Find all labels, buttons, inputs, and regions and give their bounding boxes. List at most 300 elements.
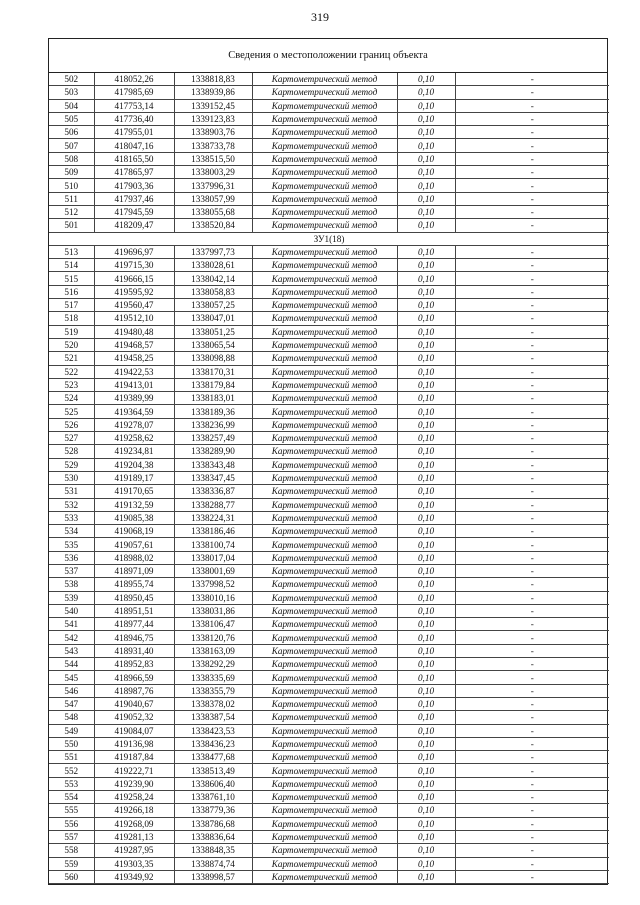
accuracy-cell: 0,10 <box>397 312 455 325</box>
method-cell: Картометрический метод <box>252 378 397 391</box>
table-row <box>49 791 609 804</box>
accuracy-cell: 0,10 <box>397 604 455 617</box>
description-cell: - <box>455 804 609 817</box>
y-coordinate-cell: 1338047,01 <box>174 312 252 325</box>
y-coordinate-cell: 1339152,45 <box>174 99 252 112</box>
point-number-cell: 554 <box>49 791 94 804</box>
method-cell: Картометрический метод <box>252 870 397 883</box>
accuracy-cell: 0,10 <box>397 870 455 883</box>
method-cell: Картометрический метод <box>252 112 397 125</box>
method-cell: Картометрический метод <box>252 671 397 684</box>
page-number: 319 <box>311 10 329 24</box>
y-coordinate-cell: 1338836,64 <box>174 830 252 843</box>
method-cell: Картометрический метод <box>252 139 397 152</box>
method-cell: Картометрический метод <box>252 737 397 750</box>
accuracy-cell: 0,10 <box>397 804 455 817</box>
method-cell: Картометрический метод <box>252 312 397 325</box>
table-row <box>49 86 609 99</box>
description-cell: - <box>455 432 609 445</box>
accuracy-cell: 0,10 <box>397 205 455 218</box>
table-row <box>49 378 609 391</box>
table-row <box>49 272 609 285</box>
coordinates-table <box>49 73 609 884</box>
point-number-cell: 529 <box>49 458 94 471</box>
description-cell: - <box>455 392 609 405</box>
method-cell: Картометрический метод <box>252 804 397 817</box>
accuracy-cell: 0,10 <box>397 644 455 657</box>
table-row <box>49 139 609 152</box>
y-coordinate-cell: 1338051,25 <box>174 325 252 338</box>
table-row <box>49 591 609 604</box>
description-cell: - <box>455 498 609 511</box>
point-number-cell: 551 <box>49 751 94 764</box>
x-coordinate-cell: 419281,13 <box>94 830 174 843</box>
boundary-sheet <box>48 38 608 885</box>
method-cell: Картометрический метод <box>252 711 397 724</box>
description-cell: - <box>455 604 609 617</box>
point-number-cell: 512 <box>49 205 94 218</box>
accuracy-cell: 0,10 <box>397 445 455 458</box>
table-row <box>49 498 609 511</box>
x-coordinate-cell: 419170,65 <box>94 485 174 498</box>
accuracy-cell: 0,10 <box>397 525 455 538</box>
method-cell: Картометрический метод <box>252 777 397 790</box>
point-number-cell: 506 <box>49 126 94 139</box>
description-cell: - <box>455 525 609 538</box>
description-cell: - <box>455 791 609 804</box>
description-cell: - <box>455 458 609 471</box>
accuracy-cell: 0,10 <box>397 219 455 232</box>
y-coordinate-cell: 1338289,90 <box>174 445 252 458</box>
description-cell: - <box>455 724 609 737</box>
table-row <box>49 99 609 112</box>
y-coordinate-cell: 1338355,79 <box>174 684 252 697</box>
x-coordinate-cell: 419204,38 <box>94 458 174 471</box>
description-cell: - <box>455 179 609 192</box>
y-coordinate-cell: 1338058,83 <box>174 285 252 298</box>
x-coordinate-cell: 418052,26 <box>94 73 174 86</box>
accuracy-cell: 0,10 <box>397 697 455 710</box>
y-coordinate-cell: 1338336,87 <box>174 485 252 498</box>
y-coordinate-cell: 1338163,09 <box>174 644 252 657</box>
table-row <box>49 724 609 737</box>
y-coordinate-cell: 1338515,50 <box>174 152 252 165</box>
table-row <box>49 445 609 458</box>
y-coordinate-cell: 1338065,54 <box>174 338 252 351</box>
x-coordinate-cell: 419040,67 <box>94 697 174 710</box>
point-number-cell: 534 <box>49 525 94 538</box>
accuracy-cell: 0,10 <box>397 338 455 351</box>
accuracy-cell: 0,10 <box>397 830 455 843</box>
description-cell: - <box>455 112 609 125</box>
x-coordinate-cell: 419068,19 <box>94 525 174 538</box>
x-coordinate-cell: 419132,59 <box>94 498 174 511</box>
method-cell: Картометрический метод <box>252 591 397 604</box>
point-number-cell: 553 <box>49 777 94 790</box>
method-cell: Картометрический метод <box>252 272 397 285</box>
x-coordinate-cell: 417985,69 <box>94 86 174 99</box>
accuracy-cell: 0,10 <box>397 432 455 445</box>
description-cell: - <box>455 352 609 365</box>
point-number-cell: 543 <box>49 644 94 657</box>
y-coordinate-cell: 1338183,01 <box>174 392 252 405</box>
x-coordinate-cell: 418946,75 <box>94 631 174 644</box>
description-cell: - <box>455 219 609 232</box>
accuracy-cell: 0,10 <box>397 179 455 192</box>
method-cell: Картометрический метод <box>252 365 397 378</box>
description-cell: - <box>455 73 609 86</box>
accuracy-cell: 0,10 <box>397 272 455 285</box>
table-row <box>49 312 609 325</box>
description-cell: - <box>455 578 609 591</box>
y-coordinate-cell: 1338288,77 <box>174 498 252 511</box>
x-coordinate-cell: 419715,30 <box>94 259 174 272</box>
accuracy-cell: 0,10 <box>397 458 455 471</box>
y-coordinate-cell: 1338520,84 <box>174 219 252 232</box>
point-number-cell: 514 <box>49 259 94 272</box>
y-coordinate-cell: 1338347,45 <box>174 471 252 484</box>
point-number-cell: 531 <box>49 485 94 498</box>
table-row <box>49 817 609 830</box>
y-coordinate-cell: 1337998,52 <box>174 578 252 591</box>
table-row <box>49 511 609 524</box>
description-cell: - <box>455 405 609 418</box>
table-row <box>49 857 609 870</box>
point-number-cell: 538 <box>49 578 94 591</box>
table-row <box>49 259 609 272</box>
table-row <box>49 671 609 684</box>
y-coordinate-cell: 1338017,04 <box>174 551 252 564</box>
method-cell: Картометрический метод <box>252 192 397 205</box>
point-number-cell: 523 <box>49 378 94 391</box>
method-cell: Картометрический метод <box>252 126 397 139</box>
y-coordinate-cell: 1338179,84 <box>174 378 252 391</box>
method-cell: Картометрический метод <box>252 684 397 697</box>
table-row <box>49 352 609 365</box>
point-number-cell: 542 <box>49 631 94 644</box>
x-coordinate-cell: 419349,92 <box>94 870 174 883</box>
accuracy-cell: 0,10 <box>397 126 455 139</box>
x-coordinate-cell: 418952,83 <box>94 658 174 671</box>
table-row <box>49 405 609 418</box>
x-coordinate-cell: 419422,53 <box>94 365 174 378</box>
description-cell: - <box>455 418 609 431</box>
accuracy-cell: 0,10 <box>397 764 455 777</box>
x-coordinate-cell: 419136,98 <box>94 737 174 750</box>
description-cell: - <box>455 511 609 524</box>
point-number-cell: 533 <box>49 511 94 524</box>
x-coordinate-cell: 419084,07 <box>94 724 174 737</box>
x-coordinate-cell: 418955,74 <box>94 578 174 591</box>
point-number-cell: 535 <box>49 538 94 551</box>
point-number-cell: 503 <box>49 86 94 99</box>
description-cell: - <box>455 166 609 179</box>
y-coordinate-cell: 1338423,53 <box>174 724 252 737</box>
table-row <box>49 338 609 351</box>
method-cell: Картометрический метод <box>252 564 397 577</box>
x-coordinate-cell: 419364,59 <box>94 405 174 418</box>
table-row <box>49 285 609 298</box>
method-cell: Картометрический метод <box>252 538 397 551</box>
x-coordinate-cell: 418951,51 <box>94 604 174 617</box>
description-cell: - <box>455 338 609 351</box>
x-coordinate-cell: 419696,97 <box>94 245 174 258</box>
accuracy-cell: 0,10 <box>397 99 455 112</box>
point-number-cell: 505 <box>49 112 94 125</box>
table-row <box>49 658 609 671</box>
point-number-cell: 539 <box>49 591 94 604</box>
y-coordinate-cell: 1337996,31 <box>174 179 252 192</box>
x-coordinate-cell: 417945,59 <box>94 205 174 218</box>
group-header-row <box>49 232 609 245</box>
y-coordinate-cell: 1338733,78 <box>174 139 252 152</box>
point-number-cell: 537 <box>49 564 94 577</box>
description-cell: - <box>455 485 609 498</box>
point-number-cell: 548 <box>49 711 94 724</box>
x-coordinate-cell: 419187,84 <box>94 751 174 764</box>
method-cell: Картометрический метод <box>252 86 397 99</box>
y-coordinate-cell: 1338236,99 <box>174 418 252 431</box>
point-number-cell: 517 <box>49 299 94 312</box>
y-coordinate-cell: 1338257,49 <box>174 432 252 445</box>
point-number-cell: 519 <box>49 325 94 338</box>
x-coordinate-cell: 419512,10 <box>94 312 174 325</box>
method-cell: Картометрический метод <box>252 830 397 843</box>
method-cell: Картометрический метод <box>252 325 397 338</box>
point-number-cell: 526 <box>49 418 94 431</box>
table-row <box>49 551 609 564</box>
description-cell: - <box>455 245 609 258</box>
point-number-cell: 502 <box>49 73 94 86</box>
description-cell: - <box>455 564 609 577</box>
point-number-cell: 520 <box>49 338 94 351</box>
accuracy-cell: 0,10 <box>397 817 455 830</box>
accuracy-cell: 0,10 <box>397 166 455 179</box>
accuracy-cell: 0,10 <box>397 711 455 724</box>
method-cell: Картометрический метод <box>252 844 397 857</box>
x-coordinate-cell: 419052,32 <box>94 711 174 724</box>
accuracy-cell: 0,10 <box>397 485 455 498</box>
accuracy-cell: 0,10 <box>397 631 455 644</box>
table-row <box>49 604 609 617</box>
accuracy-cell: 0,10 <box>397 777 455 790</box>
method-cell: Картометрический метод <box>252 551 397 564</box>
x-coordinate-cell: 417865,97 <box>94 166 174 179</box>
point-number-cell: 557 <box>49 830 94 843</box>
accuracy-cell: 0,10 <box>397 844 455 857</box>
accuracy-cell: 0,10 <box>397 405 455 418</box>
point-number-cell: 527 <box>49 432 94 445</box>
y-coordinate-cell: 1338343,48 <box>174 458 252 471</box>
x-coordinate-cell: 419258,62 <box>94 432 174 445</box>
description-cell: - <box>455 751 609 764</box>
y-coordinate-cell: 1338057,99 <box>174 192 252 205</box>
x-coordinate-cell: 417937,46 <box>94 192 174 205</box>
method-cell: Картометрический метод <box>252 392 397 405</box>
point-number-cell: 550 <box>49 737 94 750</box>
y-coordinate-cell: 1338606,40 <box>174 777 252 790</box>
table-row <box>49 219 609 232</box>
x-coordinate-cell: 419057,61 <box>94 538 174 551</box>
point-number-cell: 504 <box>49 99 94 112</box>
point-number-cell: 518 <box>49 312 94 325</box>
accuracy-cell: 0,10 <box>397 618 455 631</box>
description-cell: - <box>455 325 609 338</box>
y-coordinate-cell: 1338100,74 <box>174 538 252 551</box>
point-number-cell: 521 <box>49 352 94 365</box>
accuracy-cell: 0,10 <box>397 392 455 405</box>
description-cell: - <box>455 205 609 218</box>
accuracy-cell: 0,10 <box>397 245 455 258</box>
table-row <box>49 684 609 697</box>
table-row <box>49 205 609 218</box>
accuracy-cell: 0,10 <box>397 724 455 737</box>
description-cell: - <box>455 618 609 631</box>
accuracy-cell: 0,10 <box>397 857 455 870</box>
description-cell: - <box>455 192 609 205</box>
x-coordinate-cell: 419413,01 <box>94 378 174 391</box>
description-cell: - <box>455 299 609 312</box>
description-cell: - <box>455 538 609 551</box>
y-coordinate-cell: 1339123,83 <box>174 112 252 125</box>
point-number-cell: 547 <box>49 697 94 710</box>
point-number-cell: 507 <box>49 139 94 152</box>
accuracy-cell: 0,10 <box>397 192 455 205</box>
y-coordinate-cell: 1338378,02 <box>174 697 252 710</box>
x-coordinate-cell: 419085,38 <box>94 511 174 524</box>
table-row <box>49 458 609 471</box>
description-cell: - <box>455 272 609 285</box>
y-coordinate-cell: 1338939,86 <box>174 86 252 99</box>
method-cell: Картометрический метод <box>252 259 397 272</box>
accuracy-cell: 0,10 <box>397 658 455 671</box>
method-cell: Картометрический метод <box>252 498 397 511</box>
point-number-cell: 501 <box>49 219 94 232</box>
method-cell: Картометрический метод <box>252 352 397 365</box>
method-cell: Картометрический метод <box>252 338 397 351</box>
y-coordinate-cell: 1338779,36 <box>174 804 252 817</box>
description-cell: - <box>455 259 609 272</box>
accuracy-cell: 0,10 <box>397 791 455 804</box>
y-coordinate-cell: 1338031,86 <box>174 604 252 617</box>
accuracy-cell: 0,10 <box>397 285 455 298</box>
table-row <box>49 777 609 790</box>
x-coordinate-cell: 419480,48 <box>94 325 174 338</box>
x-coordinate-cell: 419278,07 <box>94 418 174 431</box>
point-number-cell: 555 <box>49 804 94 817</box>
method-cell: Картометрический метод <box>252 73 397 86</box>
x-coordinate-cell: 418165,50 <box>94 152 174 165</box>
x-coordinate-cell: 419287,95 <box>94 844 174 857</box>
y-coordinate-cell: 1338874,74 <box>174 857 252 870</box>
point-number-cell: 541 <box>49 618 94 631</box>
description-cell: - <box>455 139 609 152</box>
point-number-cell: 532 <box>49 498 94 511</box>
description-cell: - <box>455 126 609 139</box>
table-row <box>49 192 609 205</box>
point-number-cell: 508 <box>49 152 94 165</box>
description-cell: - <box>455 697 609 710</box>
table-row <box>49 166 609 179</box>
y-coordinate-cell: 1338170,31 <box>174 365 252 378</box>
method-cell: Картометрический метод <box>252 525 397 538</box>
accuracy-cell: 0,10 <box>397 551 455 564</box>
y-coordinate-cell: 1338848,35 <box>174 844 252 857</box>
y-coordinate-cell: 1338003,29 <box>174 166 252 179</box>
y-coordinate-cell: 1338001,69 <box>174 564 252 577</box>
point-number-cell: 546 <box>49 684 94 697</box>
description-cell: - <box>455 777 609 790</box>
table-row <box>49 804 609 817</box>
y-coordinate-cell: 1338761,10 <box>174 791 252 804</box>
y-coordinate-cell: 1338903,76 <box>174 126 252 139</box>
point-number-cell: 556 <box>49 817 94 830</box>
table-row <box>49 697 609 710</box>
y-coordinate-cell: 1338120,76 <box>174 631 252 644</box>
table-row <box>49 870 609 883</box>
table-row <box>49 525 609 538</box>
description-cell: - <box>455 644 609 657</box>
accuracy-cell: 0,10 <box>397 365 455 378</box>
point-number-cell: 509 <box>49 166 94 179</box>
table-row <box>49 392 609 405</box>
group-label: ЗУ1(18) <box>49 232 609 245</box>
method-cell: Картометрический метод <box>252 471 397 484</box>
method-cell: Картометрический метод <box>252 604 397 617</box>
table-row <box>49 365 609 378</box>
table-row <box>49 485 609 498</box>
description-cell: - <box>455 631 609 644</box>
x-coordinate-cell: 417753,14 <box>94 99 174 112</box>
table-row <box>49 126 609 139</box>
table-row <box>49 73 609 86</box>
accuracy-cell: 0,10 <box>397 511 455 524</box>
x-coordinate-cell: 419389,99 <box>94 392 174 405</box>
x-coordinate-cell: 418047,16 <box>94 139 174 152</box>
y-coordinate-cell: 1337997,73 <box>174 245 252 258</box>
accuracy-cell: 0,10 <box>397 139 455 152</box>
method-cell: Картометрический метод <box>252 205 397 218</box>
description-cell: - <box>455 870 609 883</box>
x-coordinate-cell: 419268,09 <box>94 817 174 830</box>
method-cell: Картометрический метод <box>252 658 397 671</box>
description-cell: - <box>455 285 609 298</box>
y-coordinate-cell: 1338818,83 <box>174 73 252 86</box>
table-row <box>49 844 609 857</box>
point-number-cell: 560 <box>49 870 94 883</box>
description-cell: - <box>455 711 609 724</box>
x-coordinate-cell: 419458,25 <box>94 352 174 365</box>
x-coordinate-cell: 417903,36 <box>94 179 174 192</box>
point-number-cell: 552 <box>49 764 94 777</box>
table-row <box>49 325 609 338</box>
y-coordinate-cell: 1338513,49 <box>174 764 252 777</box>
point-number-cell: 525 <box>49 405 94 418</box>
description-cell: - <box>455 737 609 750</box>
x-coordinate-cell: 418977,44 <box>94 618 174 631</box>
description-cell: - <box>455 671 609 684</box>
accuracy-cell: 0,10 <box>397 498 455 511</box>
accuracy-cell: 0,10 <box>397 671 455 684</box>
point-number-cell: 536 <box>49 551 94 564</box>
method-cell: Картометрический метод <box>252 724 397 737</box>
section-title: Сведения о местоположении границ объекта <box>49 39 607 73</box>
y-coordinate-cell: 1338224,31 <box>174 511 252 524</box>
x-coordinate-cell: 417955,01 <box>94 126 174 139</box>
description-cell: - <box>455 445 609 458</box>
point-number-cell: 516 <box>49 285 94 298</box>
point-number-cell: 545 <box>49 671 94 684</box>
